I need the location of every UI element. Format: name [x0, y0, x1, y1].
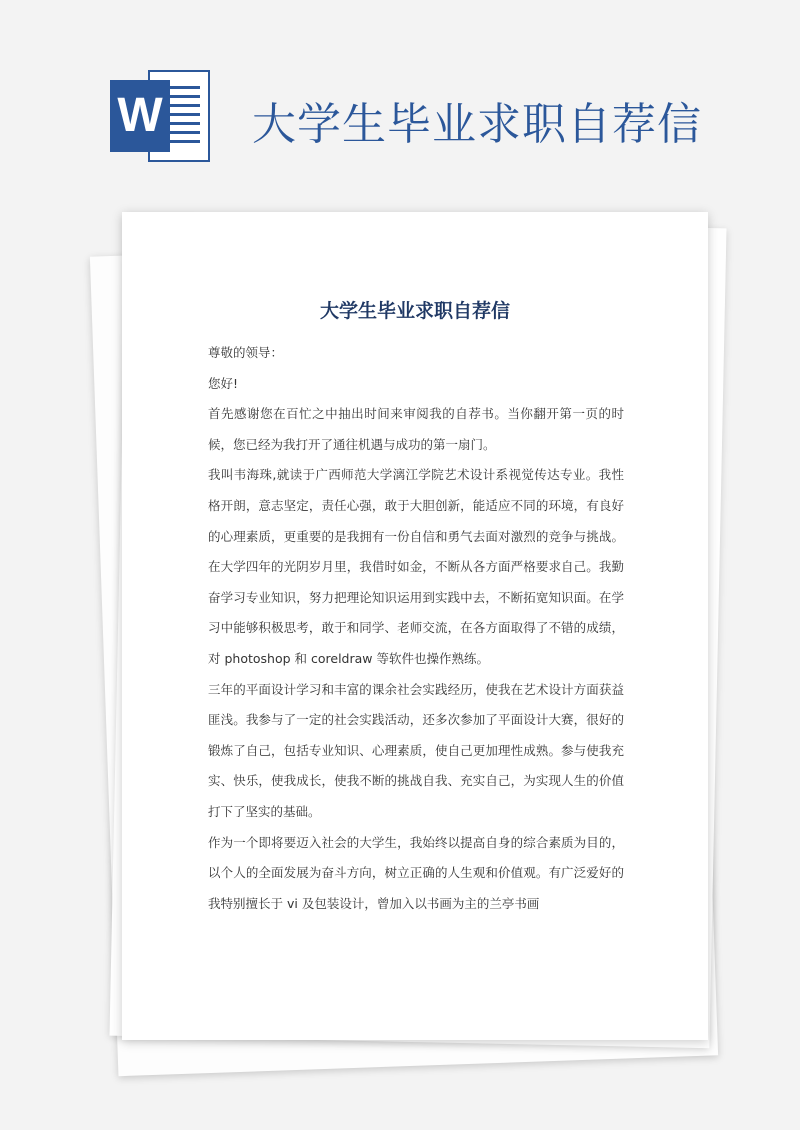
paragraph: 首先感谢您在百忙之中抽出时间来审阅我的自荐书。当你翻开第一页的时候，您已经为我打开了通往机遇与成功的第一扇门。: [208, 406, 624, 452]
word-icon: [110, 70, 210, 162]
header: [0, 0, 800, 200]
word-icon-letter: W: [110, 80, 170, 152]
salutation: 尊敬的领导：: [208, 345, 284, 360]
document-body: [208, 338, 624, 919]
paragraph: 三年的平面设计学习和丰富的课余社会实践经历，使我在艺术设计方面获益匪浅。我参与了一定的社会实践活动，还多次参加了平面设计大赛，很好的锻炼了自己，包括专业知识、心理素质，使自己更加理性成熟。参与使我充实、快乐，使我成长，使我不断的挑战自我、充实自己，为实现人生的价值打下了坚实的基础。: [208, 681, 624, 819]
document-page: [122, 212, 708, 1040]
paragraph: 作为一个即将要迈入社会的大学生，我始终以提高自身的综合素质为目的，以个人的全面发展为奋斗方向，树立正确的人生观和价值观。有广泛爱好的我特别擅长于 vi 及包装设计，曾加入以书画为主的兰亭书画: [208, 834, 624, 911]
header-title: 大学生毕业求职自荐信: [252, 99, 702, 150]
document-title: 大学生毕业求职自荐信: [319, 300, 510, 322]
greeting: 您好!: [208, 375, 239, 391]
paragraph: 我叫韦海珠,就读于广西师范大学漓江学院艺术设计系视觉传达专业。我性格开朗，意志坚定，责任心强，敢于大胆创新，能适应不同的环境，有良好的心理素质，更重要的是我拥有一份自信和勇气去面对激烈的竞争与挑战。在大学四年的光阴岁月里，我借时如金，不断从各方面严格要求自己。我勤奋学习专业知识，努力把理论知识运用到实践中去，不断拓宽知识面。在学习中能够积极思考，敢于和同学、老师交流，在各方面取得了不错的成绩，对 photoshop 和 coreldraw 等软件也操作熟练。: [208, 467, 624, 666]
